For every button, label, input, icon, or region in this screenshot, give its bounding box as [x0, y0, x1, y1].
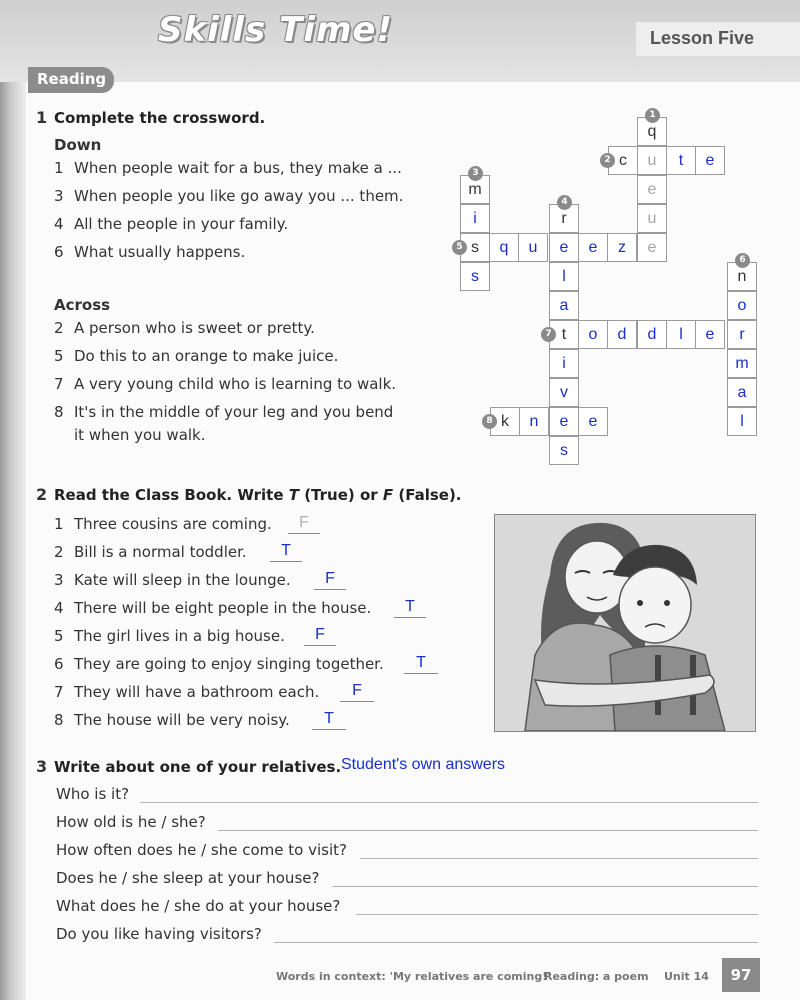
crossword-cell[interactable]: k: [490, 407, 520, 436]
crossword-cell[interactable]: n: [727, 262, 757, 291]
crossword-cell[interactable]: t: [549, 320, 579, 349]
footer-words-in-context: Words in context: 'My relatives are coming!': [276, 970, 551, 983]
crossword-cell[interactable]: l: [549, 262, 579, 291]
crossword-number-badge: 7: [541, 327, 556, 342]
story-illustration: [494, 514, 756, 732]
skills-time-title: Skills Time!: [158, 10, 393, 50]
writing-line[interactable]: [274, 942, 758, 943]
writing-line[interactable]: [218, 830, 758, 831]
exercise-3-number: 3: [36, 757, 48, 776]
true-false-item: 7 They will have a bathroom each.: [54, 683, 320, 701]
question-label: Who is it?: [56, 785, 130, 803]
true-false-item: 4 There will be eight people in the house.: [54, 599, 372, 617]
crossword-number-badge: 2: [600, 153, 615, 168]
across-clue-2: 2 A person who is sweet or pretty.: [54, 319, 315, 337]
down-clue-3: 3 When people you like go away you ... them.: [54, 187, 404, 205]
answer-field[interactable]: T: [312, 710, 346, 730]
crossword-cell[interactable]: e: [549, 407, 579, 436]
page-spine-shadow: [0, 0, 26, 1000]
writing-line[interactable]: [332, 886, 758, 887]
question-label: How often does he / she come to visit?: [56, 841, 347, 859]
question-label: What does he / she do at your house?: [56, 897, 341, 915]
reading-section-tab: Reading: [28, 67, 114, 93]
crossword-cell[interactable]: o: [727, 291, 757, 320]
down-clue-1: 1 When people wait for a bus, they make a ...: [54, 159, 402, 177]
answer-field[interactable]: T: [270, 542, 302, 562]
footer-unit: Unit 14: [664, 970, 709, 983]
footer-reading-type: Reading: a poem: [544, 970, 649, 983]
exercise-3-title: Write about one of your relatives.: [54, 758, 342, 776]
crossword-number-badge: 6: [735, 253, 750, 268]
answer-field[interactable]: T: [394, 598, 426, 618]
exercise-1-title: Complete the crossword.: [54, 109, 266, 127]
writing-line[interactable]: [140, 802, 758, 803]
crossword-cell[interactable]: n: [519, 407, 549, 436]
question-label: Do you like having visitors?: [56, 925, 262, 943]
crossword-cell[interactable]: e: [637, 233, 667, 262]
crossword-cell[interactable]: l: [727, 407, 757, 436]
crossword-cell[interactable]: e: [549, 233, 579, 262]
true-false-item: 3 Kate will sleep in the lounge.: [54, 571, 291, 589]
crossword-cell[interactable]: a: [727, 378, 757, 407]
crossword-cell[interactable]: v: [549, 378, 579, 407]
crossword-number-badge: 5: [452, 240, 467, 255]
crossword-cell[interactable]: i: [460, 204, 490, 233]
true-false-item: 8 The house will be very noisy.: [54, 711, 290, 729]
across-heading: Across: [54, 296, 111, 314]
crossword-cell[interactable]: s: [549, 436, 579, 465]
question-label: Does he / she sleep at your house?: [56, 869, 320, 887]
crossword-cell[interactable]: u: [518, 233, 548, 262]
crossword-cell[interactable]: m: [727, 349, 757, 378]
crossword-number-badge: 1: [645, 108, 660, 123]
crossword-number-badge: 4: [557, 195, 572, 210]
crossword-cell[interactable]: e: [695, 320, 725, 349]
crossword-number-badge: 8: [482, 414, 497, 429]
crossword-cell[interactable]: e: [578, 233, 608, 262]
crossword-cell[interactable]: u: [637, 146, 667, 175]
crossword-cell[interactable]: a: [549, 291, 579, 320]
crossword-cell[interactable]: r: [549, 204, 579, 233]
answer-field[interactable]: F: [288, 514, 320, 534]
exercise-1-number: 1: [36, 108, 48, 127]
answer-field[interactable]: F: [340, 682, 374, 702]
writing-line[interactable]: [356, 914, 758, 915]
true-false-item: 1 Three cousins are coming.: [54, 515, 272, 533]
true-false-item: 5 The girl lives in a big house.: [54, 627, 285, 645]
crossword-cell[interactable]: s: [460, 262, 490, 291]
across-clue-5: 5 Do this to an orange to make juice.: [54, 347, 339, 365]
girl-hugging-boy-illustration: [495, 515, 755, 731]
crossword-cell[interactable]: u: [637, 204, 667, 233]
across-clue-8: 8 It's in the middle of your leg and you bend: [54, 403, 394, 421]
crossword-cell[interactable]: e: [637, 175, 667, 204]
writing-line[interactable]: [360, 858, 758, 859]
true-false-item: 6 They are going to enjoy singing together.: [54, 655, 384, 673]
crossword-cell[interactable]: q: [489, 233, 519, 262]
page-number: 97: [722, 958, 760, 992]
crossword-cell[interactable]: t: [666, 146, 696, 175]
crossword-cell[interactable]: c: [608, 146, 638, 175]
across-clue-7: 7 A very young child who is learning to walk.: [54, 375, 397, 393]
crossword-cell[interactable]: r: [727, 320, 757, 349]
exercise-2-number: 2: [36, 485, 48, 504]
crossword-cell[interactable]: z: [607, 233, 637, 262]
crossword-cell[interactable]: i: [549, 349, 579, 378]
answer-field[interactable]: T: [404, 654, 438, 674]
answer-field[interactable]: F: [314, 570, 346, 590]
down-heading: Down: [54, 136, 102, 154]
crossword-cell[interactable]: d: [637, 320, 667, 349]
down-clue-4: 4 All the people in your family.: [54, 215, 289, 233]
across-clue-8-continued: it when you walk.: [74, 426, 206, 444]
crossword-cell[interactable]: l: [666, 320, 696, 349]
answer-field[interactable]: F: [304, 626, 336, 646]
crossword-cell[interactable]: q: [637, 117, 667, 146]
crossword-cell[interactable]: s: [460, 233, 490, 262]
handwritten-answer-note: Student's own answers: [341, 756, 506, 773]
crossword-cell[interactable]: d: [607, 320, 637, 349]
crossword-cell[interactable]: e: [578, 407, 608, 436]
down-clue-6: 6 What usually happens.: [54, 243, 246, 261]
exercise-2-title: Read the Class Book. Write T (True) or F (False).: [54, 486, 462, 504]
crossword-cell[interactable]: e: [695, 146, 725, 175]
true-false-item: 2 Bill is a normal toddler.: [54, 543, 247, 561]
lesson-label: Lesson Five: [636, 22, 800, 56]
crossword-cell[interactable]: m: [460, 175, 490, 204]
crossword-cell[interactable]: o: [578, 320, 608, 349]
crossword-number-badge: 3: [468, 166, 483, 181]
question-label: How old is he / she?: [56, 813, 206, 831]
